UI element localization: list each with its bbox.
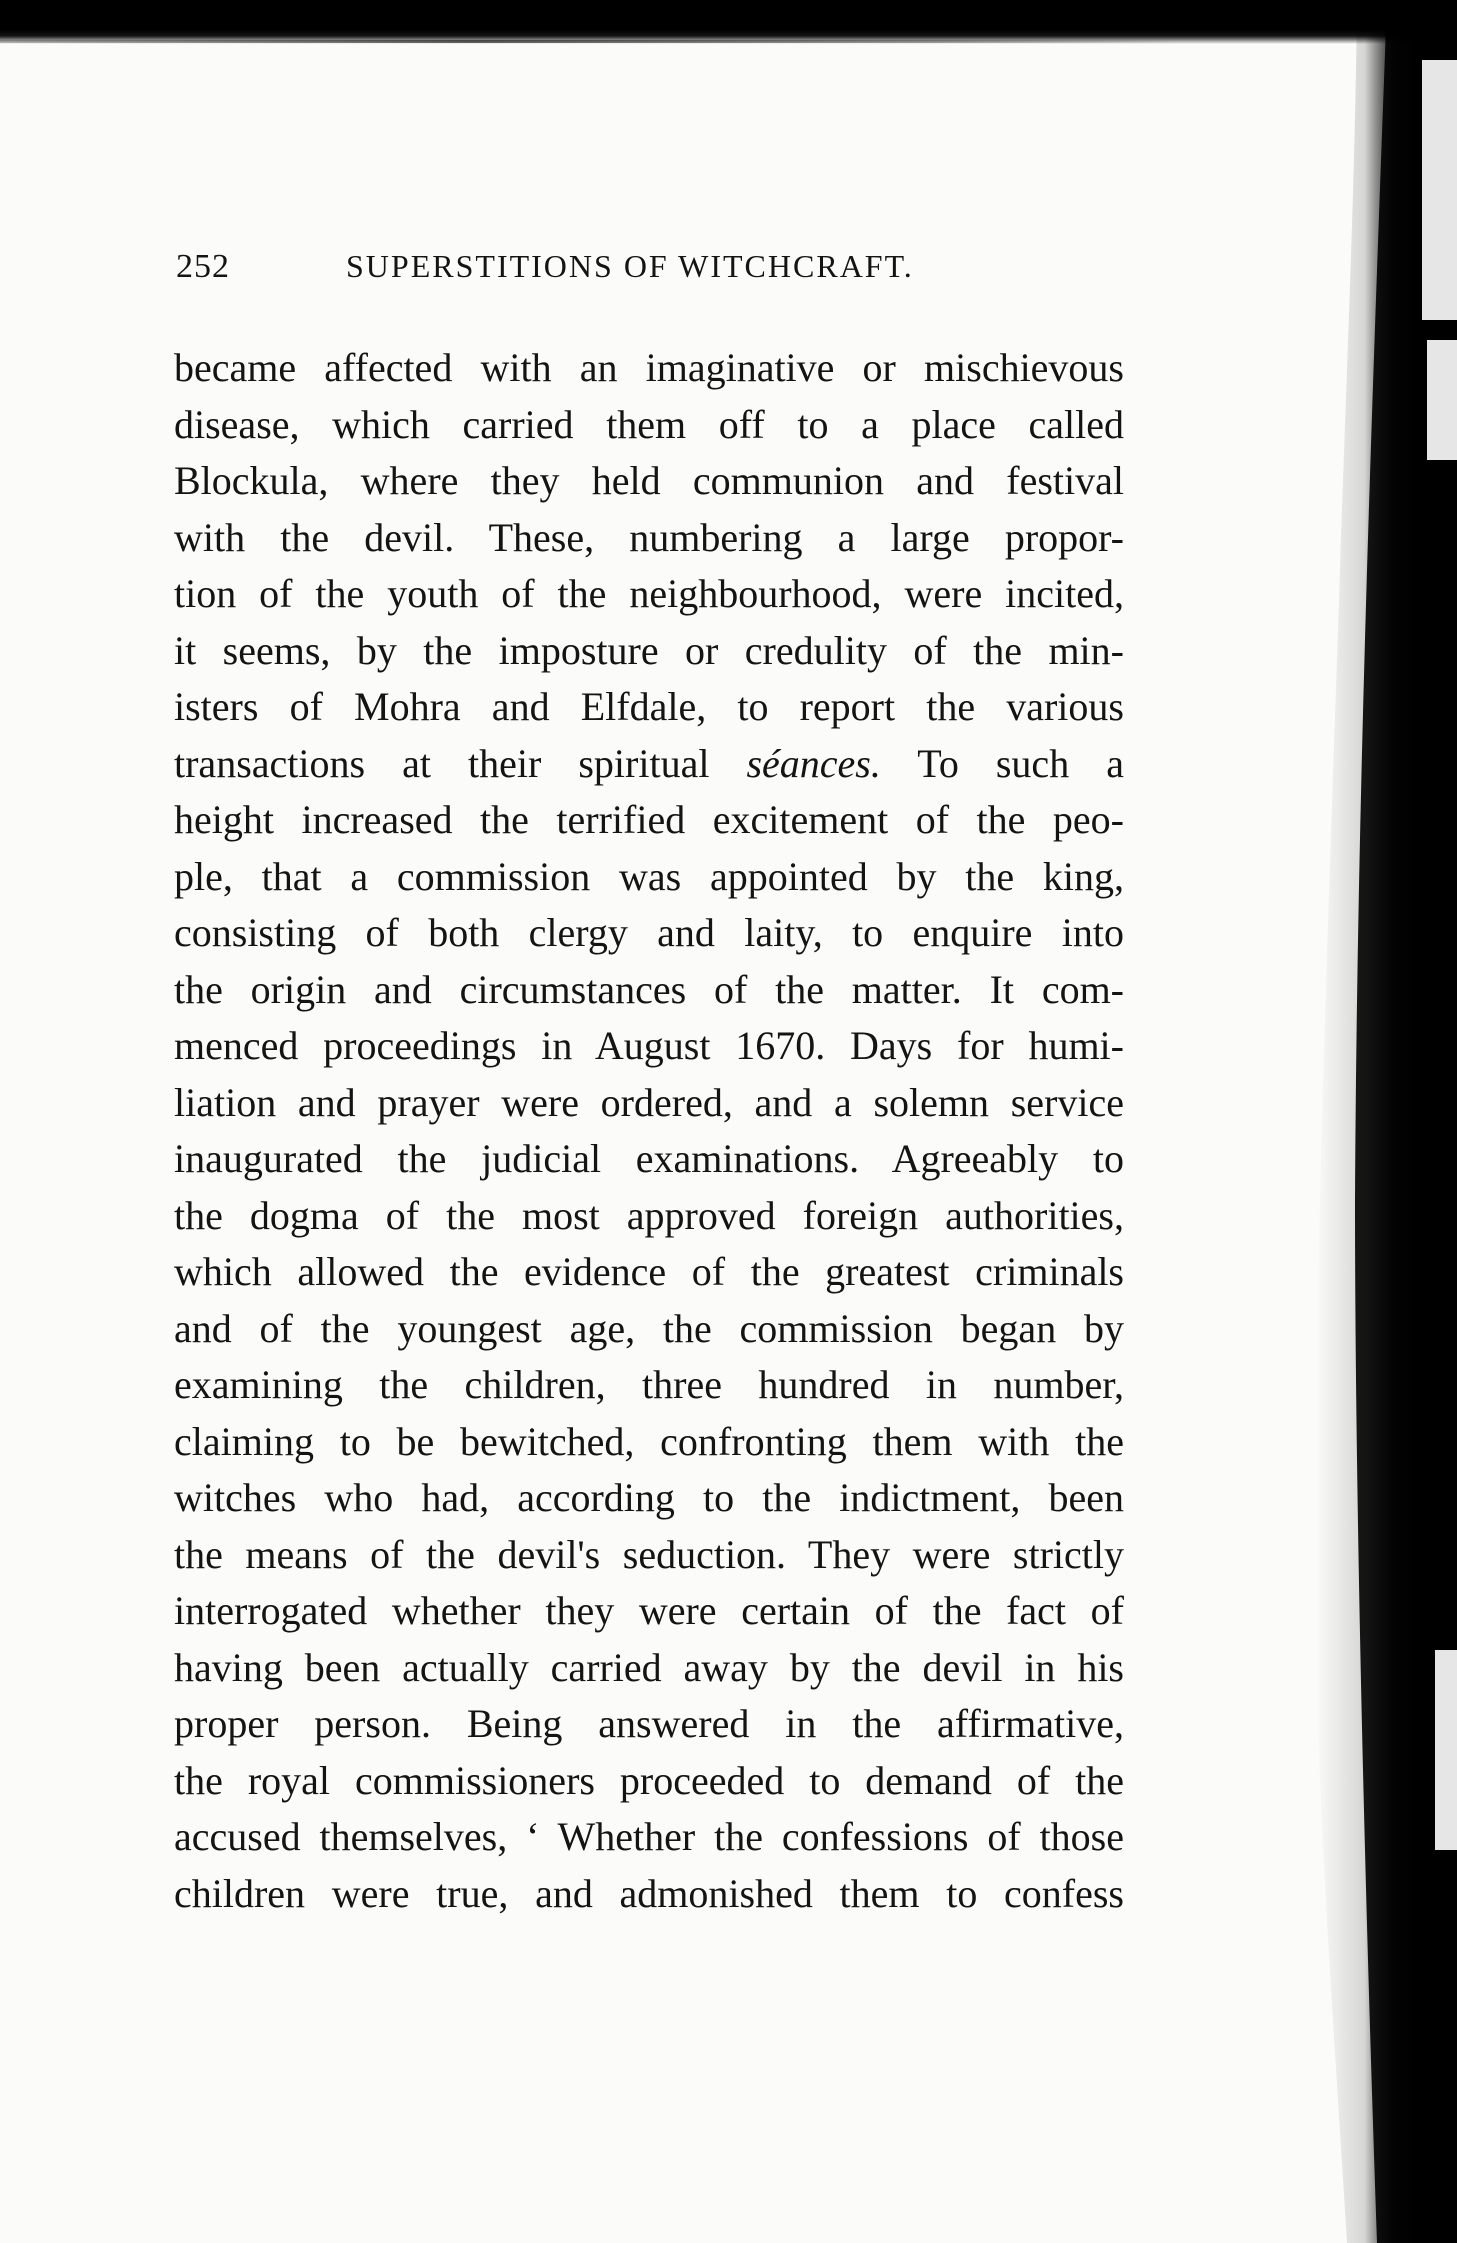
text-line: liation and prayer were ordered, and a solemn service (174, 1079, 1124, 1125)
text-line: and of the youngest age, the commission began by (174, 1305, 1124, 1351)
text-line: menced proceedings in August 1670. Days for humi- (174, 1023, 1124, 1068)
text-line: isters of Mohra and Elfdale, to report the various (174, 684, 1124, 729)
text-line: witches who had, according to the indictment, been (174, 1475, 1124, 1520)
text-line: claiming to be bewitched, confronting them with the (174, 1418, 1124, 1464)
italic-word: séances. (746, 740, 881, 786)
body-text (174, 340, 1124, 1922)
text-line: interrogated whether they were certain of the fact of (174, 1588, 1124, 1633)
text-line: became affected with an imaginative or mischievous (174, 345, 1124, 390)
text-line: tion of the youth of the neighbourhood, were incited, (174, 571, 1124, 616)
text-line: the dogma of the most approved foreign authorities, (174, 1192, 1124, 1238)
page-number: 252 (176, 248, 230, 285)
text-line: ple, that a commission was appointed by the king, (174, 853, 1124, 899)
text-line: disease, which carried them off to a place called (174, 401, 1124, 447)
top-edge-rule (0, 40, 1180, 43)
text-line: children were true, and admonished them to confess (174, 1870, 1124, 1916)
text-line: the means of the devil's seduction. They were strictly (174, 1531, 1124, 1577)
text-line: having been actually carried away by the devil in his (174, 1644, 1124, 1690)
text-line: which allowed the evidence of the greatest criminals (174, 1249, 1124, 1294)
text-line: inaugurated the judicial examinations. Agreeably to (174, 1136, 1124, 1181)
text-line: with the devil. These, numbering a large propor- (174, 514, 1124, 560)
text-line: accused themselves, ‘ Whether the confessions of those (174, 1814, 1124, 1859)
text-line: Blockula, where they held communion and festival (174, 458, 1124, 503)
text-line: proper person. Being answered in the affirmative, (174, 1701, 1124, 1746)
running-head (176, 240, 1116, 290)
text-line: the royal commissioners proceeded to demand of the (174, 1757, 1124, 1803)
running-title: SUPERSTITIONS OF WITCHCRAFT. (346, 248, 914, 284)
text-line: examining the children, three hundred in number, (174, 1362, 1124, 1407)
text-line: height increased the terrified excitement of the peo- (174, 797, 1124, 842)
page-edge-shadow (1237, 0, 1457, 2243)
text-line: consisting of both clergy and laity, to enquire into (174, 910, 1124, 955)
text-line: transactions at their spiritual séances. To such a (174, 740, 1124, 786)
text-line: it seems, by the imposture or credulity of the min- (174, 627, 1124, 673)
text-line: the origin and circumstances of the matter. It com- (174, 966, 1124, 1012)
